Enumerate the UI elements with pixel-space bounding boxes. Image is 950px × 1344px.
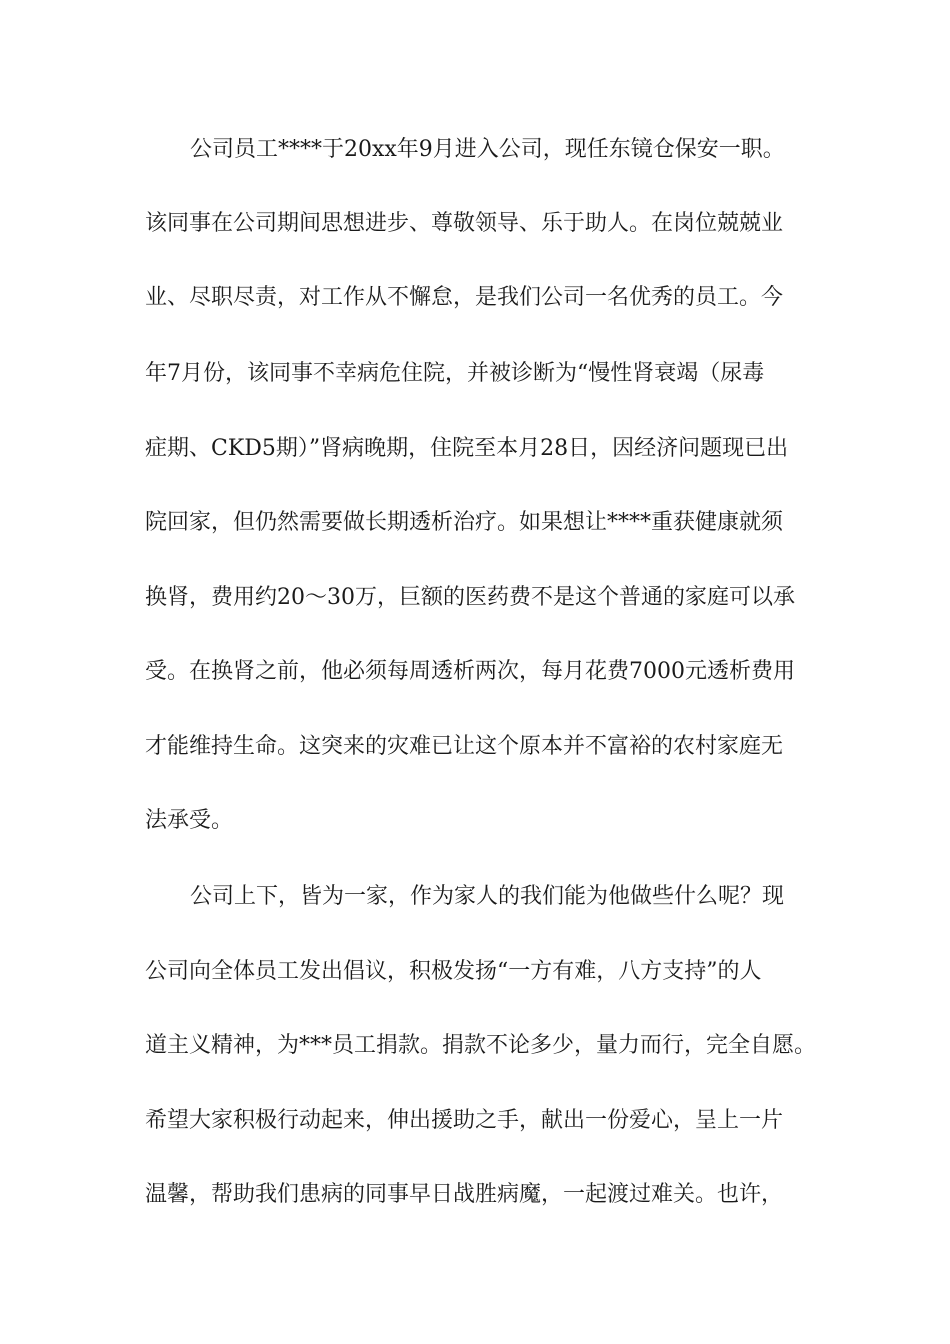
paragraph-1-line-7: 换肾，费用约20～30万，巨额的医药费不是这个普通的家庭可以承	[145, 585, 795, 610]
paragraph-2-line-1: 公司上下，皆为一家，作为家人的我们能为他做些什么呢？现	[190, 884, 785, 909]
paragraph-2-line-4: 希望大家积极行动起来，伸出援助之手，献出一份爱心，呈上一片	[145, 1108, 784, 1133]
paragraph-1-line-9: 才能维持生命。这突来的灾难已让这个原本并不富裕的农村家庭无	[145, 734, 784, 759]
paragraph-1-line-3: 业、尽职尽责，对工作从不懈怠，是我们公司一名优秀的员工。今	[145, 285, 784, 310]
paragraph-1-line-8: 受。在换肾之前，他必须每周透析两次，每月花费7000元透析费用	[145, 659, 795, 684]
paragraph-1-line-4: 年7月份，该同事不幸病危住院，并被诊断为“慢性肾衰竭（尿毒	[145, 361, 765, 386]
paragraph-1-line-1: 公司员工****于20xx年9月进入公司，现任东镜仓保安一职。	[190, 137, 785, 162]
paragraph-2-line-5: 温馨，帮助我们患病的同事早日战胜病魔，一起渡过难关。也许，	[145, 1182, 784, 1207]
paragraph-1-line-6: 院回家，但仍然需要做长期透析治疗。如果想让****重获健康就须	[145, 510, 784, 535]
paragraph-1-line-5: 症期、CKD5期）”肾病晚期，住院至本月28日，因经济问题现已出	[145, 436, 789, 461]
paragraph-1-line-2: 该同事在公司期间思想进步、尊敬领导、乐于助人。在岗位兢兢业	[145, 211, 784, 236]
paragraph-2-line-3: 道主义精神，为***员工捐款。捐款不论多少，量力而行，完全自愿。	[145, 1033, 817, 1058]
paragraph-1-line-10: 法承受。	[145, 808, 234, 833]
paragraph-2-line-2: 公司向全体员工发出倡议，积极发扬“一方有难，八方支持”的人	[145, 959, 762, 984]
